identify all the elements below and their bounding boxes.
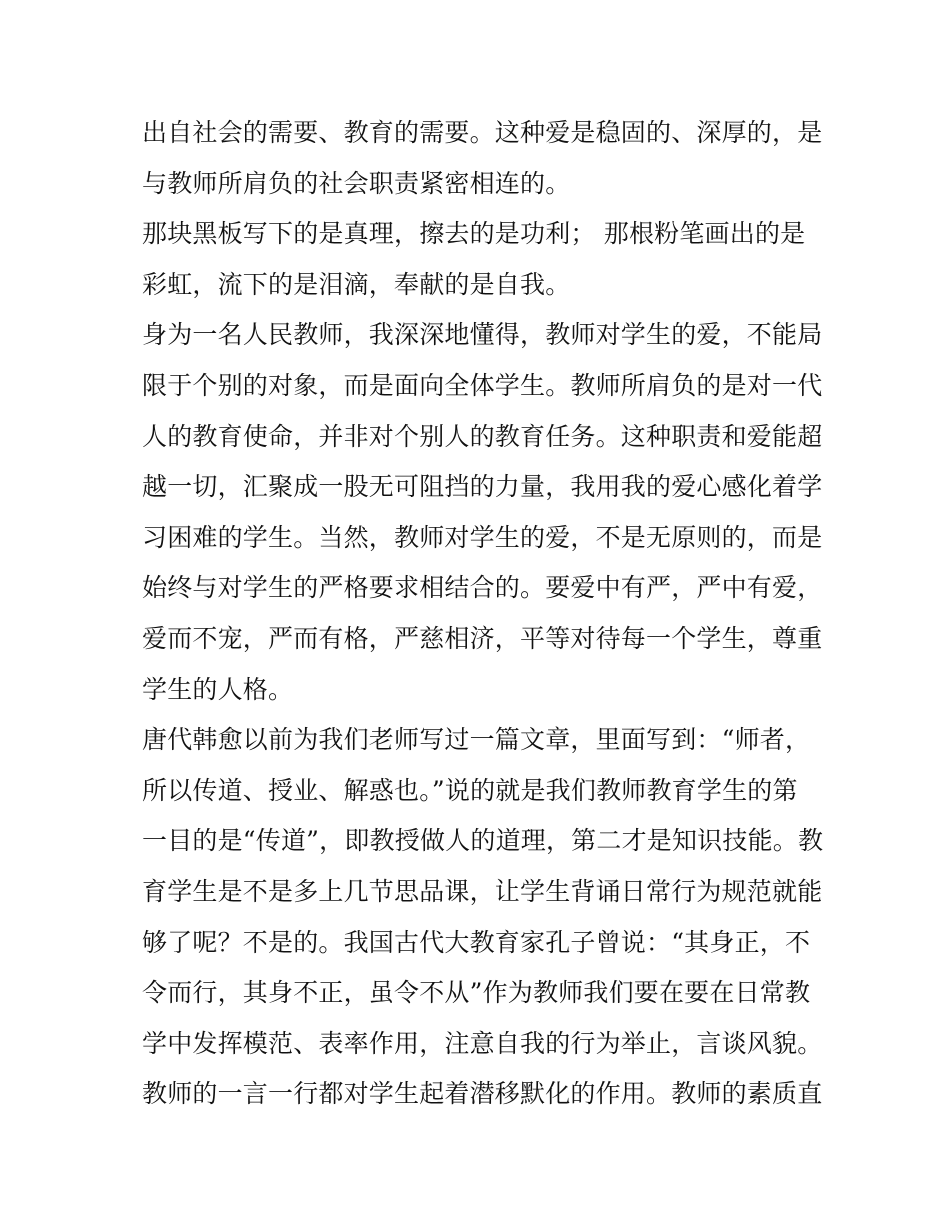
- text-line: 限于个别的对象，而是面向全体学生。教师所肩负的是对一代: [142, 370, 823, 400]
- text-line: 身为一名人民教师，我深深地懂得，教师对学生的爱，不能局: [142, 320, 823, 350]
- text-line: 教师的一言一行都对学生起着潜移默化的作用。教师的素质直: [142, 1079, 823, 1109]
- text-line: 令而行，其身不正，虽令不从”作为教师我们要在要在日常教: [142, 978, 811, 1008]
- text-line: 人的教育使命，并非对个别人的教育任务。这种职责和爱能超: [142, 421, 823, 451]
- text-line: 够了呢？不是的。我国古代大教育家孔子曾说：“其身正，不: [142, 927, 811, 957]
- text-line: 越一切，汇聚成一股无可阻挡的力量，我用我的爱心感化着学: [142, 472, 823, 502]
- text-line: 学生的人格。: [142, 674, 294, 704]
- document-body: [142, 108, 822, 1120]
- text-line: 出自社会的需要、教育的需要。这种爱是稳固的、深厚的，是: [142, 118, 823, 147]
- text-line: 始终与对学生的严格要求相结合的。要爱中有严，严中有爱，: [142, 573, 823, 603]
- text-line: 所以传道、授业、解惑也。”说的就是我们教师教育学生的第: [142, 775, 798, 805]
- text-line: 学中发挥模范、表率作用，注意自我的行为举止，言谈风貌。: [142, 1028, 823, 1058]
- text-line: 那块黑板写下的是真理，擦去的是功利； 那根粉笔画出的是: [142, 219, 806, 249]
- text-line: 育学生是不是多上几节思品课，让学生背诵日常行为规范就能: [142, 876, 823, 906]
- text-line: 彩虹，流下的是泪滴，奉献的是自我。: [142, 269, 571, 299]
- text-line: 习困难的学生。当然，教师对学生的爱，不是无原则的，而是: [142, 522, 823, 552]
- text-line: 与教师所肩负的社会职责紧密相连的。: [142, 168, 571, 198]
- text-line: 一目的是“传道”，即教授做人的道理，第二才是知识技能。教: [142, 826, 824, 856]
- text-line: 爱而不宠，严而有格，严慈相济，平等对待每一个学生，尊重: [142, 623, 823, 653]
- text-line: 唐代韩愈以前为我们老师写过一篇文章，里面写到：“师者，: [142, 725, 811, 755]
